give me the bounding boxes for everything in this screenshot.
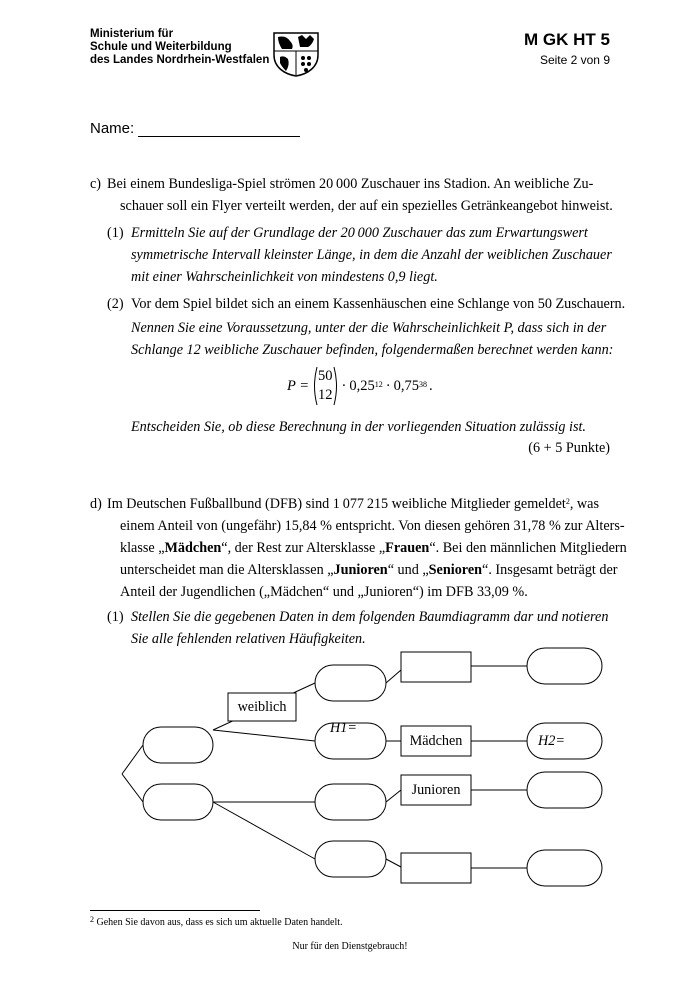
task-c2-line-1: Vor dem Spiel bildet sich an einem Kassenhäuschen eine Schlange von 50 Zuschauern. [131,296,626,312]
tree-node-level4-1 [527,648,602,684]
formula-exp-1: 12 [374,379,383,389]
tree-edge-root-lower [122,774,143,802]
formula-lhs: P = [287,377,310,394]
tree-edge-root-upper [122,745,143,774]
task-d-line-5: Anteil der Jugendlichen („Mädchen“ und „Junioren“) im DFB 33,09 %. [120,584,528,600]
term-senioren: Senioren [428,562,483,578]
footer-notice: Nur für den Dienstgebrauch! [292,941,408,952]
tree-edge-lu-1 [386,790,401,802]
tree-node-level2-3 [315,784,386,820]
task-c-points: (6 + 5 Punkte) [528,440,610,456]
task-c-intro-line-1: Bei einem Bundesliga-Spiel strömen 20 000 Zuschauer ins Stadion. An weibliche Zu- [107,176,594,192]
tree-node-level1-upper [143,727,213,763]
formula-base-1: 0,25 [349,377,375,394]
footnote [90,917,343,928]
tree-edge-uu-1 [386,670,401,683]
formula-exp-2: 38 [418,379,427,389]
task-c1-number: (1) [107,225,124,241]
binomial-k: 12 [318,387,333,403]
formula-base-2: 0,75 [393,377,419,394]
task-d-line-1: Im Deutschen Fußballbund (DFB) sind 1 077 215 weibliche Mitglieder gemeldet$^2$, was [107,496,599,512]
task-c2-line-4: Entscheiden Sie, ob diese Berechnung in der vorliegenden Situation zulässig ist. [131,419,586,435]
term-junioren: Junioren [333,562,388,578]
term-maedchen: Mädchen [164,540,222,556]
formula-dot-2: · [385,377,391,394]
tree-label-h1: H1= [330,720,357,736]
task-d1-line-1: Stellen Sie die gegebenen Daten in dem folgenden Baumdiagramm dar und notieren [131,609,609,625]
term-frauen: Frauen [385,540,430,556]
tree-label-maedchen: Mädchen [409,733,463,749]
footnote-reference: 2 [565,497,570,506]
task-c1-line-1: Ermitteln Sie auf der Grundlage der 20 000 Zuschauer das zum Erwartungswert [131,225,588,241]
task-d-line-3: klasse „Mädchen“, der Rest zur Altersklasse „Frauen“. Bei den männlichen Mitgliedern [120,540,627,556]
task-c2-line-2: Nennen Sie eine Voraussetzung, unter der die Wahrscheinlichkeit P, dass sich in der [131,320,607,336]
tree-node-level1-lower [143,784,213,820]
tree-box-level3-1 [401,652,471,682]
binomial-n: 50 [318,368,333,384]
formula-dot-1: · [341,377,347,394]
formula-end: . [428,377,433,394]
tree-label-h2: H2= [538,733,565,749]
task-c1-line-3: mit einer Wahrscheinlichkeit von mindestens 0,9 liegt. [131,269,438,285]
page-number: Seite 2 von 9 [539,53,610,67]
task-d-label: d) [90,496,102,512]
task-d-line-4: unterscheidet man die Altersklassen „Junioren“ und „Senioren“. Insgesamt beträgt der [120,562,618,578]
footnote-text: Gehen Sie davon aus, dass es sich um aktuelle Daten handelt. [96,917,343,928]
task-c2-number: (2) [107,296,124,312]
tree-edge-maennlich-lower [213,802,315,859]
tree-edge-ll-1 [386,859,401,867]
footnote-divider [90,910,260,911]
task-d1-line-2: Sie alle fehlenden relativen Häufigkeiten. [131,631,366,647]
tree-label-junioren: Junioren [411,782,461,798]
footnote-mark: 2 [90,915,94,924]
tree-box-level3-4 [401,853,471,883]
tree-node-level4-3 [527,772,602,808]
name-label: Name: [90,120,135,137]
tree-node-level2-4 [315,841,386,877]
tree-edge-weiblich-lower [213,730,315,741]
task-c-label: c) [90,176,102,192]
tree-label-weiblich: weiblich [237,699,287,715]
tree-node-level4-4 [527,850,602,886]
task-c-intro-line-2: schauer soll ein Flyer verteilt werden, der auf ein spezielles Getränkeangebot hinweist. [120,198,613,214]
task-c2-line-3: Schlange 12 weibliche Zuschauer befinden, folgendermaßen berechnet werden kann: [131,342,614,358]
task-c1-line-2: symmetrische Intervall kleinster Länge, in dem die Anzahl der weiblichen Zuschauer [131,247,612,263]
ministry-line-3: des Landes Nordrhein-Westfalen [90,54,270,66]
ministry-line-1: Ministerium für [90,28,174,40]
task-d1-number: (1) [107,609,124,625]
task-d-line-2: einem Anteil von (ungefähr) 15,84 % entspricht. Von diesen gehören 31,78 % zur Alters- [120,518,625,534]
exam-code: M GK HT 5 [524,30,610,49]
ministry-line-2: Schule und Weiterbildung [90,41,232,53]
tree-node-level2-1 [315,665,386,701]
